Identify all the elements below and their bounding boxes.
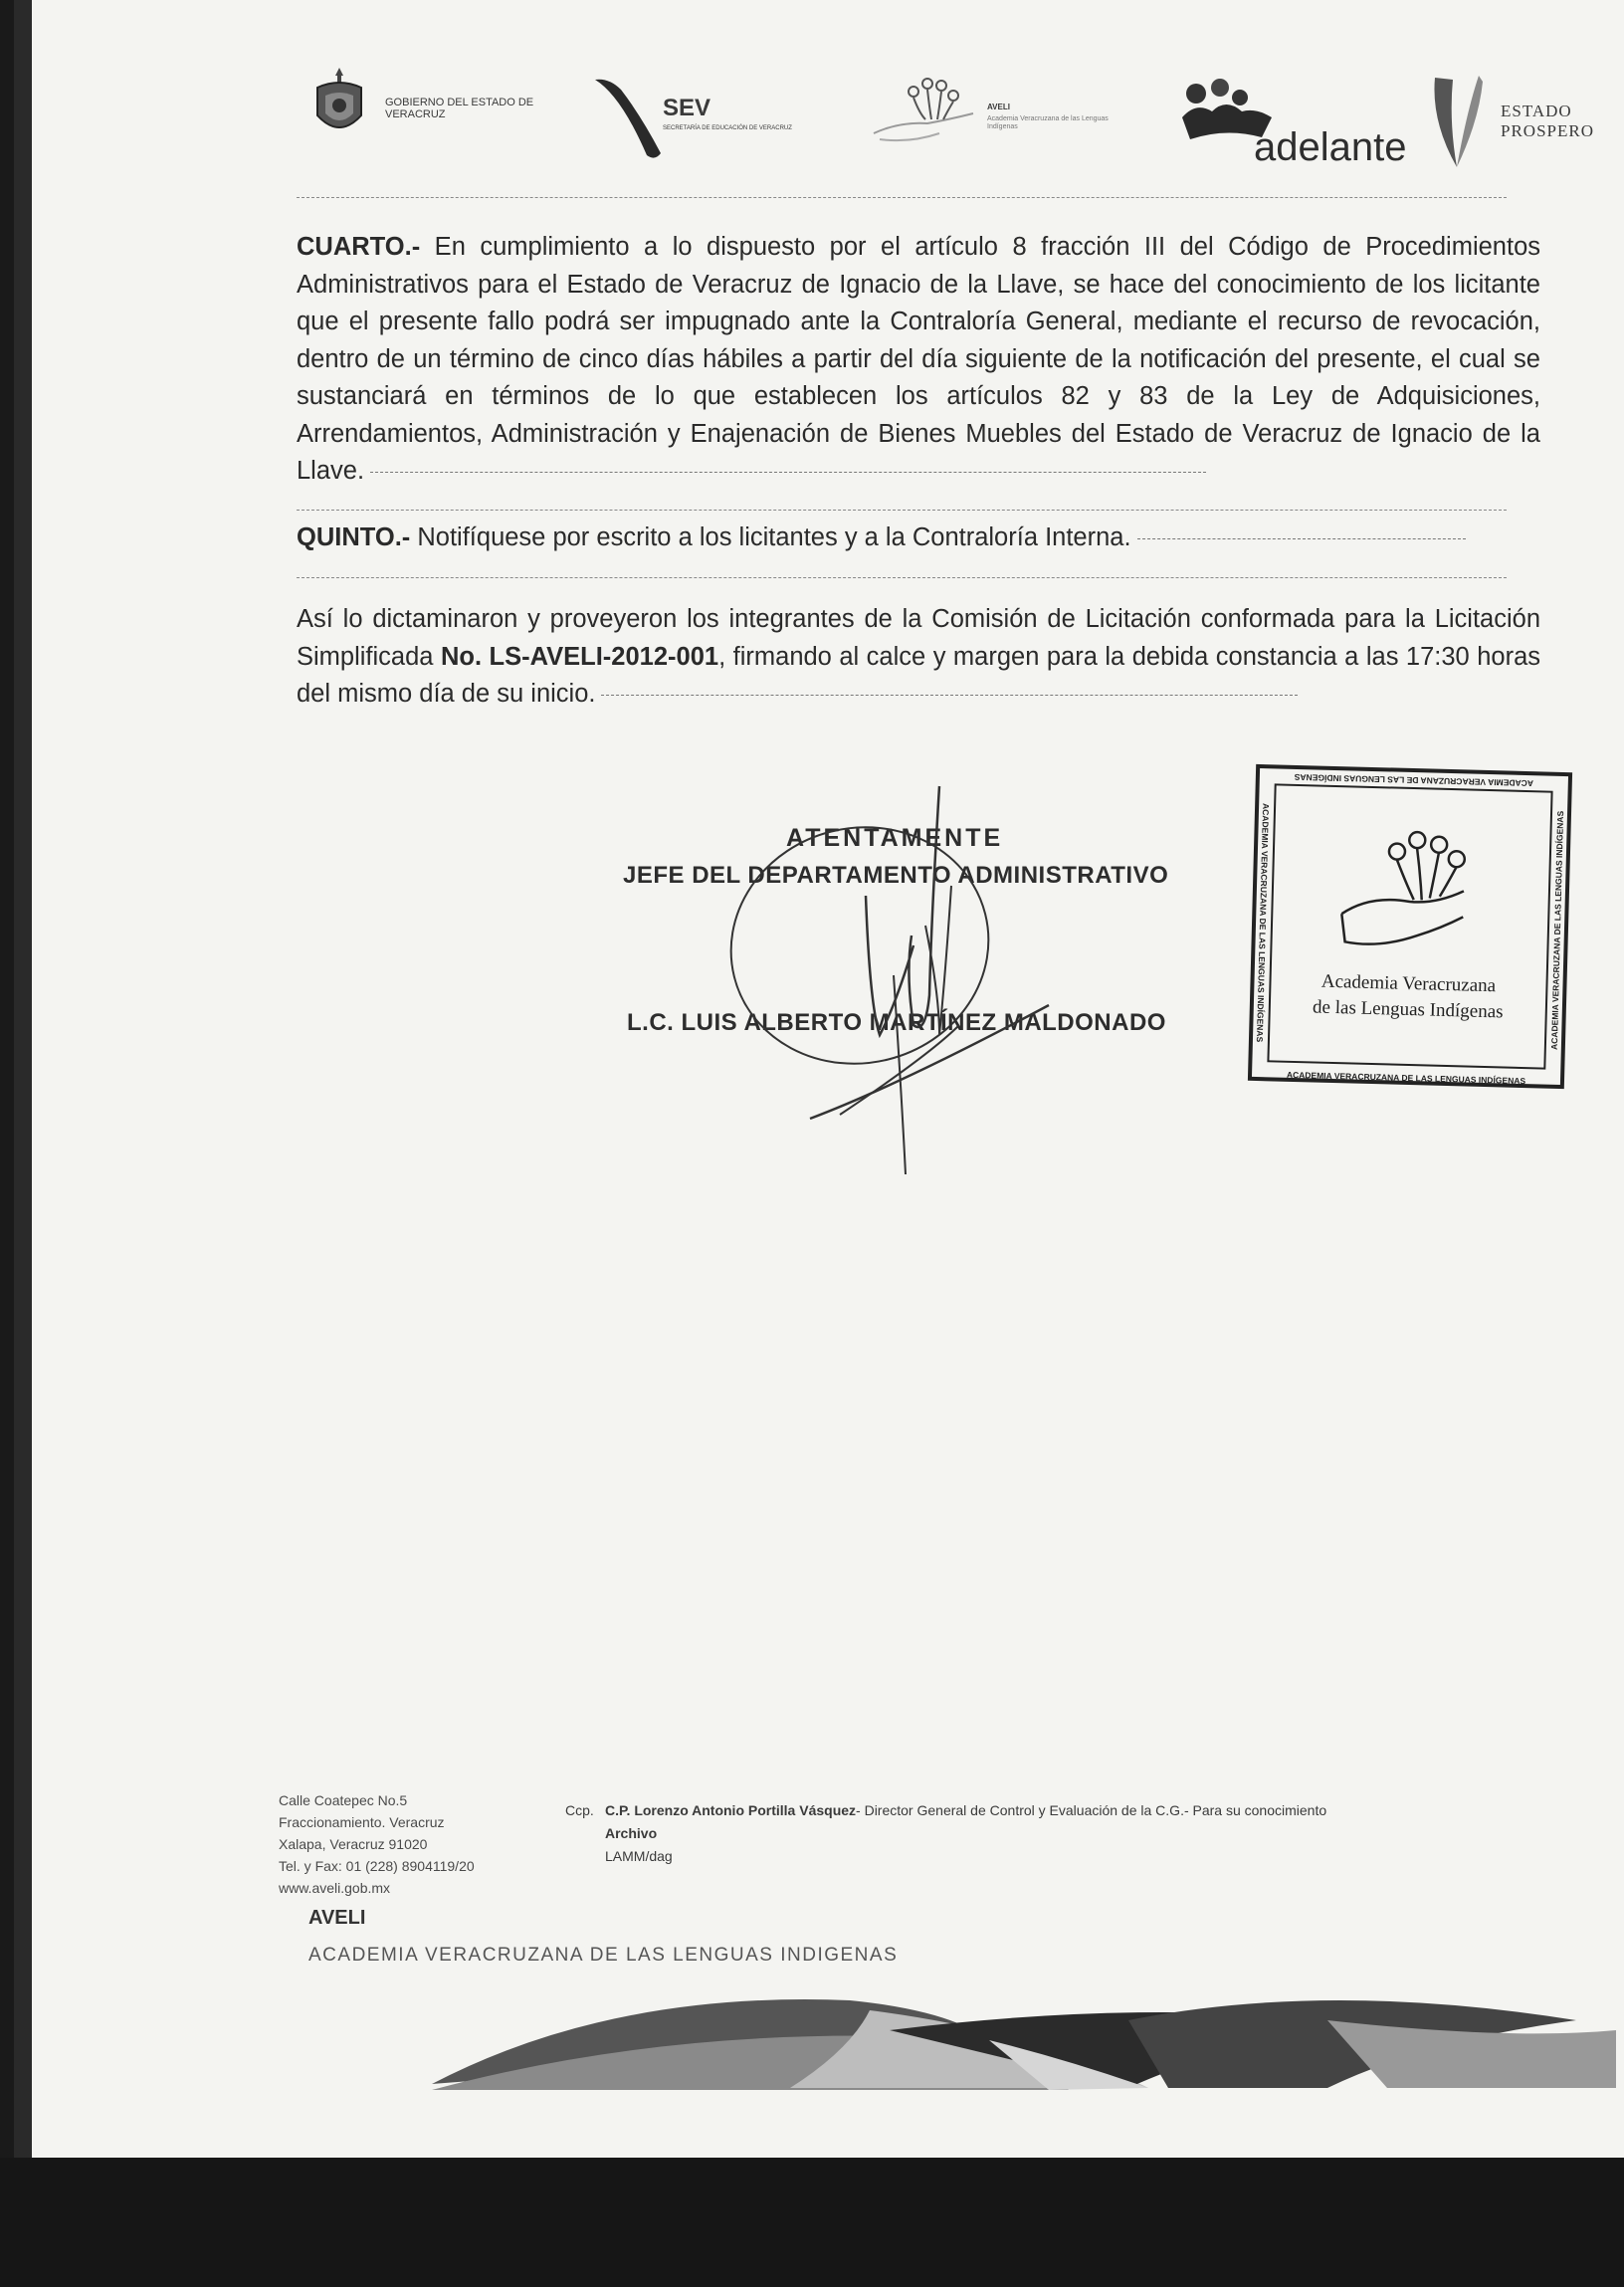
licitacion-number: No. LS-AVELI-2012-001 bbox=[440, 642, 719, 671]
stamp-ring-text-bottom: ACADEMIA VERACRUZANA DE LAS LENGUAS INDÍGENAS bbox=[1286, 1069, 1526, 1087]
address-line: Tel. y Fax: 01 (228) 8904119/20 bbox=[279, 1858, 475, 1874]
handwritten-signature bbox=[671, 776, 1069, 1194]
prospero-line-1: ESTADO bbox=[1501, 102, 1572, 120]
gov-logo-text: GOBIERNO DEL ESTADO DE VERACRUZ bbox=[385, 97, 534, 121]
footer-ccp-label: Ccp. bbox=[565, 1802, 594, 1818]
sev-logo-sub: SECRETARÍA DE EDUCACIÓN DE VERACRUZ bbox=[663, 125, 792, 131]
prospero-line-2: PROSPERO bbox=[1501, 121, 1594, 141]
ccp-description: - Director General de Control y Evaluación de la C.G.- Para su conocimiento bbox=[856, 1802, 1327, 1818]
prospero-logo-text bbox=[1501, 102, 1594, 142]
adelante-logo bbox=[1176, 78, 1405, 167]
address-line: Fraccionamiento. Veracruz bbox=[279, 1814, 445, 1830]
estado-prospero-logo bbox=[1427, 72, 1624, 171]
cuarto-trailing-dashes bbox=[370, 472, 1206, 473]
footer-academia: ACADEMIA VERACRUZANA DE LAS LENGUAS INDIGENAS bbox=[308, 1945, 899, 1966]
separator-dashes bbox=[297, 577, 1507, 578]
signer-position: JEFE DEL DEPARTAMENTO ADMINISTRATIVO bbox=[623, 862, 1169, 889]
footer-ccp-line bbox=[605, 1799, 1600, 1821]
aveli-hand-icon bbox=[870, 74, 979, 153]
website-line: www.aveli.gob.mx bbox=[279, 1880, 391, 1896]
clause-quinto bbox=[297, 520, 1540, 557]
sev-logo-name: SEV bbox=[663, 95, 711, 121]
address-line: Calle Coatepec No.5 bbox=[279, 1792, 408, 1808]
stamp-ring-text-right: ACADEMIA VERACRUZANA DE LAS LENGUAS INDÍGENAS bbox=[1548, 810, 1566, 1051]
quinto-label: QUINTO.- bbox=[297, 523, 411, 551]
ccp-name: C.P. Lorenzo Antonio Portilla Vásquez bbox=[605, 1802, 857, 1818]
quinto-text: Notifíquese por escrito a los licitantes y a la Contraloría Interna. bbox=[410, 523, 1131, 551]
footer-aveli: AVELI bbox=[308, 1907, 366, 1929]
footer-wave-decoration bbox=[432, 1980, 1616, 2100]
asi-text-2: , firmando al calce y margen para la debida constancia a las 17:30 horas del mismo día de su inicio. bbox=[297, 642, 1541, 708]
atentamente-label: ATENTAMENTE bbox=[786, 824, 1004, 852]
prospero-leaf-icon bbox=[1427, 72, 1487, 171]
document-page bbox=[14, 0, 1624, 2158]
address-line: Xalapa, Veracruz 91020 bbox=[279, 1836, 428, 1852]
closing-paragraph bbox=[297, 601, 1540, 714]
aveli-logo-name: AVELI bbox=[987, 103, 1010, 111]
stamp-ring-text-left: ACADEMIA VERACRUZANA DE LAS LENGUAS INDÍGENAS bbox=[1254, 802, 1272, 1043]
cuarto-text: En cumplimiento a lo dispuesto por el artículo 8 fracción III del Código de Procedimientos Administrativos para el Estado de Veracruz de Ignacio de la Llave, se hace del conocimiento de los licitante que el presente fallo podrá ser impugnado ante la Contraloría General, mediante el recurso de revocación, dentro de un término de cinco días hábiles a partir del día siguiente de la notificación del presente, el cual se sustanciará en términos de lo que establecen los artículos 82 y 83 de la Ley de Adquisiciones, Arrendamientos, Administración y Enajenación de Bienes Muebles del Estado de Veracruz de Ignacio de la Llave. bbox=[297, 233, 1540, 485]
ccp-initials: LAMM/dag bbox=[605, 1848, 673, 1864]
stamp-center-line-1: Academia Veracruzana bbox=[1320, 970, 1497, 997]
asi-trailing-dashes bbox=[601, 695, 1298, 696]
sev-mark-icon bbox=[591, 76, 671, 161]
clause-cuarto bbox=[297, 229, 1540, 491]
scan-left-edge bbox=[14, 0, 32, 2158]
stamp-ring-text-top: ACADEMIA VERACRUZANA DE LAS LENGUAS INDÍGENAS bbox=[1294, 771, 1534, 789]
separator-dashes bbox=[297, 510, 1507, 511]
adelante-logo-name: adelante bbox=[1254, 125, 1407, 169]
stamp-center-line-2: de las Lenguas Indígenas bbox=[1312, 996, 1504, 1023]
stamp-hand-icon bbox=[1341, 830, 1466, 946]
signer-name: L.C. LUIS ALBERTO MARTÍNEZ MALDONADO bbox=[627, 1009, 1166, 1036]
quinto-trailing-dashes bbox=[1137, 538, 1466, 539]
aveli-header-logo bbox=[870, 74, 1138, 153]
sev-logo bbox=[591, 76, 805, 165]
state-crest-icon bbox=[307, 66, 371, 139]
separator-dashes bbox=[297, 197, 1507, 198]
aveli-logo-sub: Academia Veracruzana de las Lenguas Indígenas bbox=[987, 115, 1109, 130]
asi-text-1: Así lo dictaminaron y proveyeron los integrantes de la Comisión de Licitación conformada para la Licitación Simplificada bbox=[297, 605, 1540, 671]
cuarto-label: CUARTO.- bbox=[297, 233, 421, 261]
gobierno-veracruz-logo bbox=[307, 62, 576, 141]
ccp-archivo: Archivo bbox=[605, 1825, 658, 1841]
scan-bottom-band bbox=[0, 2158, 1624, 2287]
footer-address bbox=[279, 1789, 475, 1899]
official-stamp bbox=[1246, 762, 1574, 1091]
